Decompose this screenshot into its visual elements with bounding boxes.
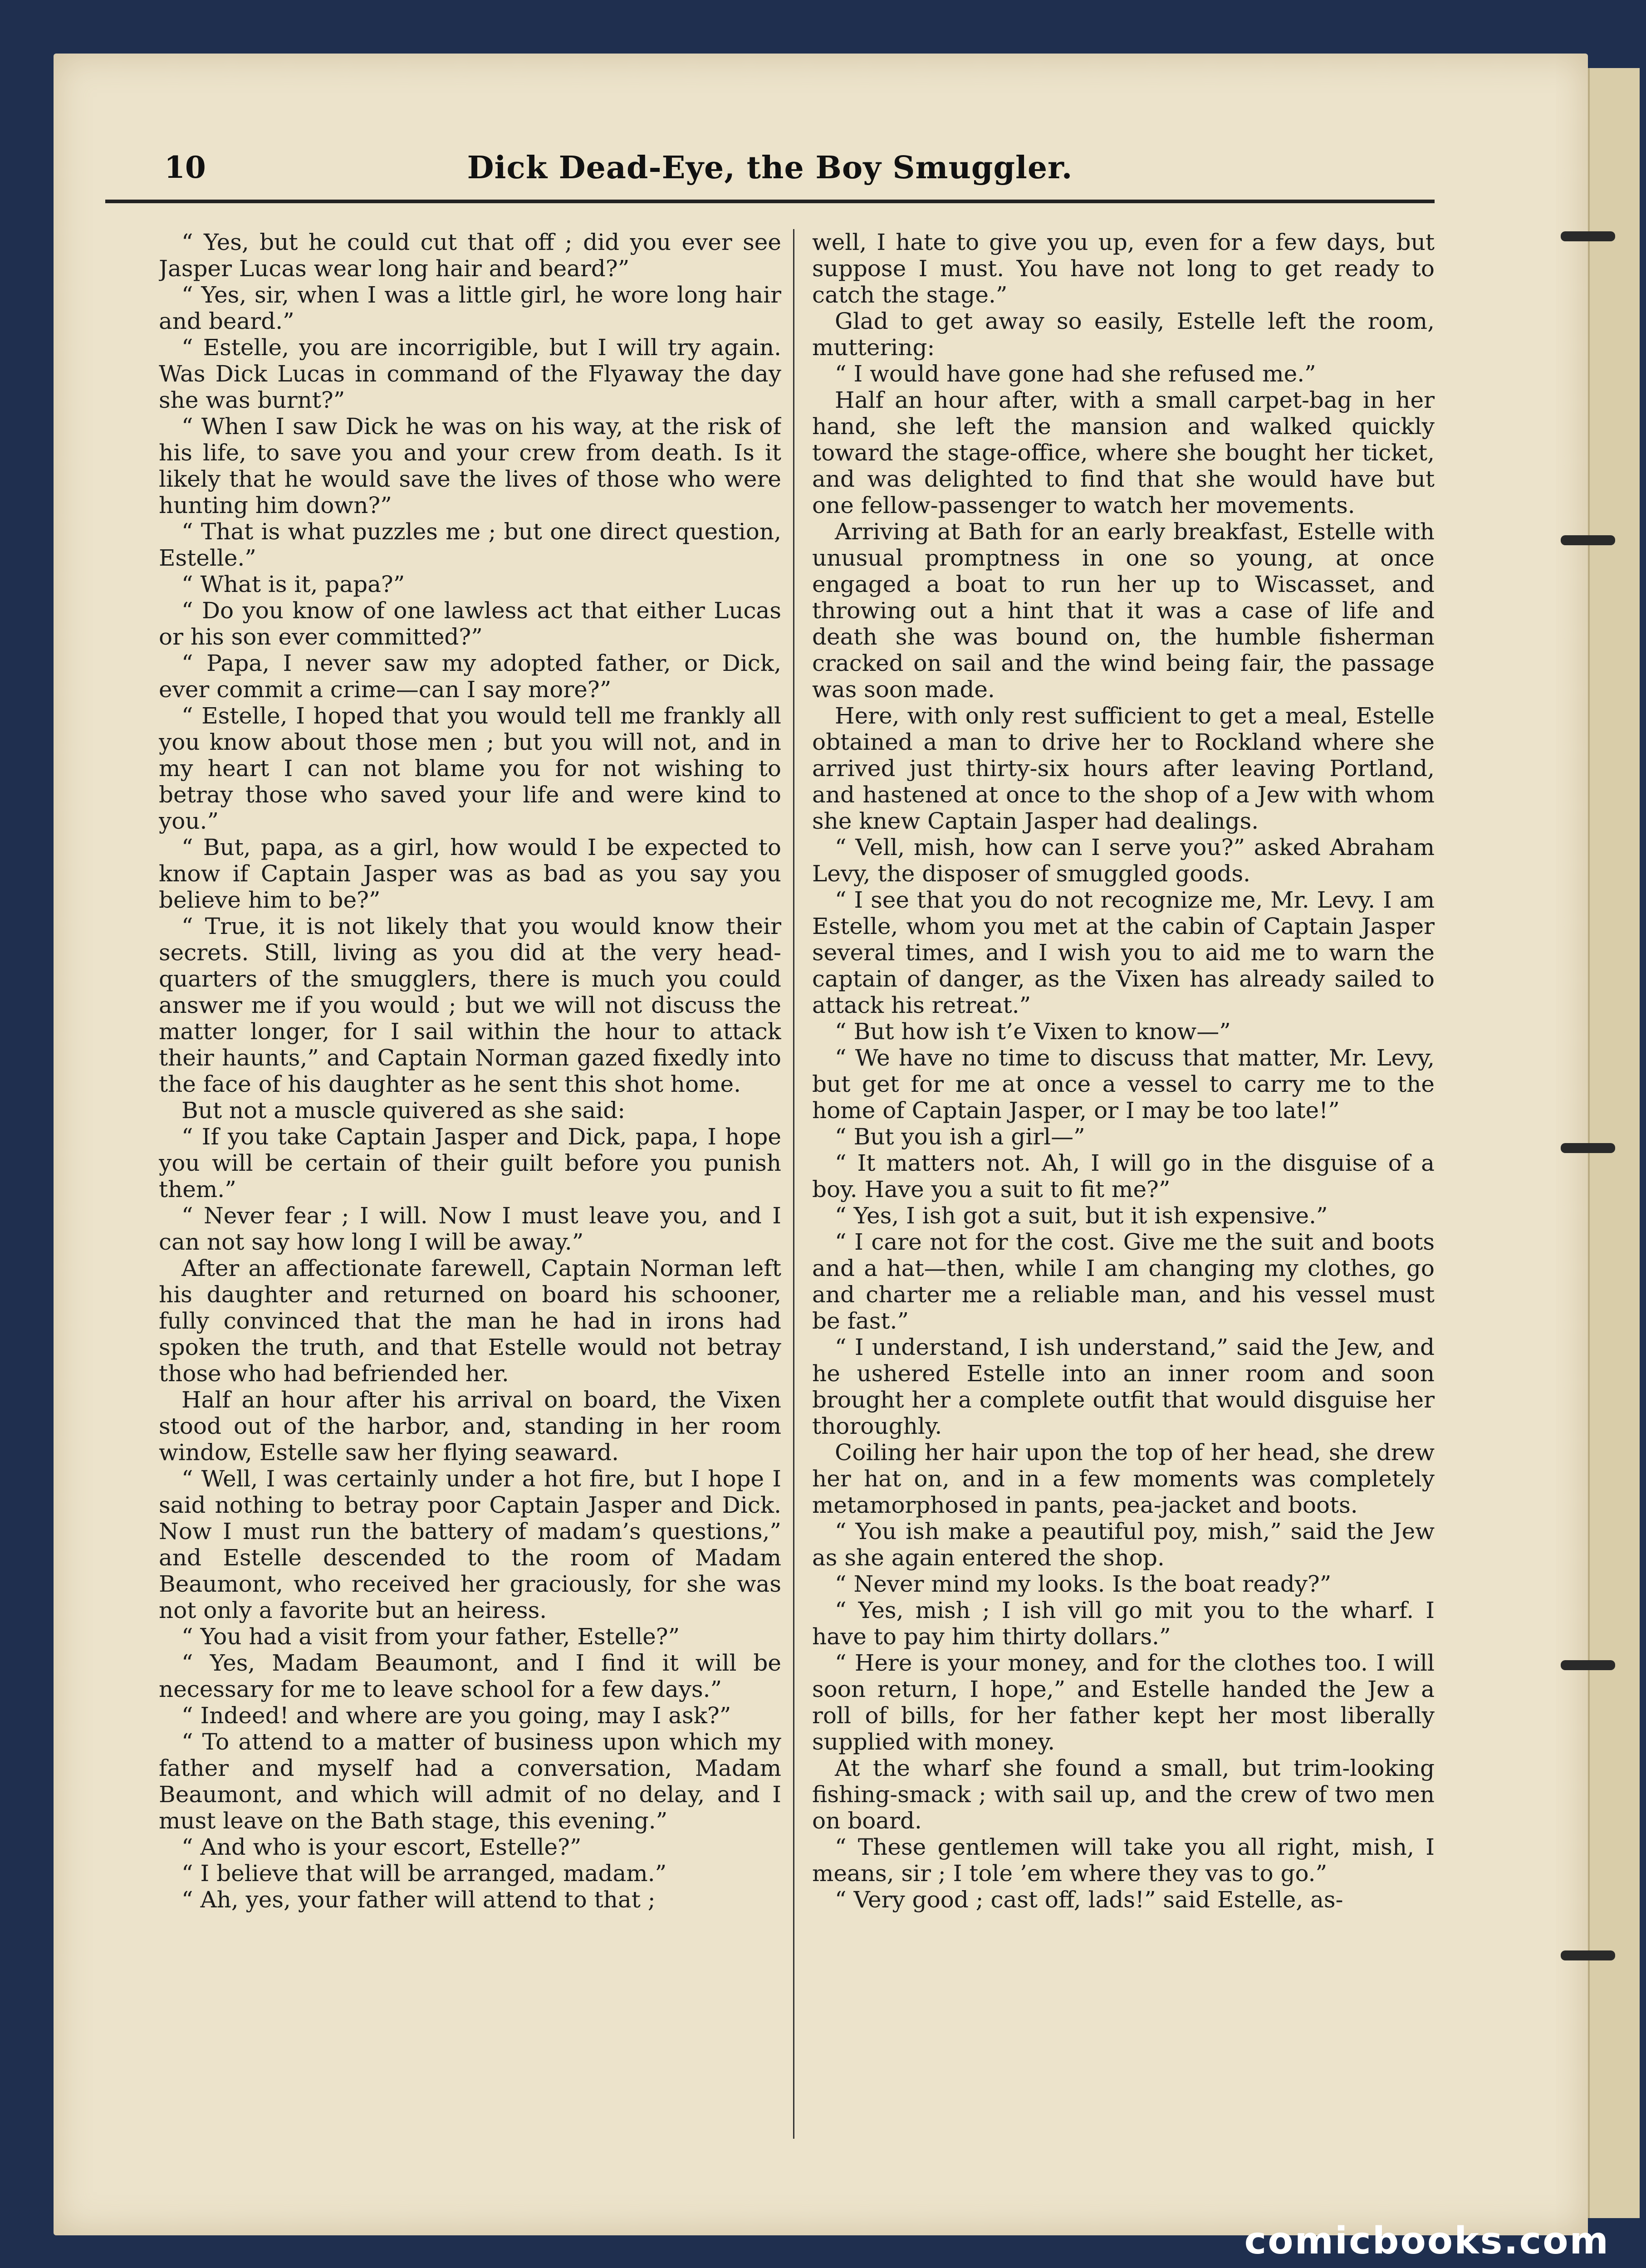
page-number: 10 (164, 150, 206, 185)
paragraph: “ When I saw Dick he was on his way, at the risk of his life, to save you and your crew from death. Is it likely that he would save the lives of those who were hunting him down?” (159, 413, 781, 518)
paragraph: “ Vell, mish, how can I serve you?” asked Abraham Levy, the disposer of smuggled goods. (812, 834, 1435, 887)
paragraph: “ I understand, I ish understand,” said the Jew, and he ushered Estelle into an inner room and soon brought her a complete outfit that would disguise her thoroughly. (812, 1334, 1435, 1439)
paragraph: “ I see that you do not recognize me, Mr. Levy. I am Estelle, whom you met at the cabin of Captain Jasper several times, and I wish you to aid me to warn the captain of danger, as the Vixen has already sailed to attack his retreat.” (812, 887, 1435, 1018)
paragraph: “ It matters not. Ah, I will go in the disguise of a boy. Have you a suit to fit me?” (812, 1150, 1435, 1202)
paragraph: “ What is it, papa?” (181, 571, 405, 597)
paragraph: “ Do you know of one lawless act that either Lucas or his son ever committed?” (159, 597, 781, 650)
paragraph: “ If you take Captain Jasper and Dick, papa, I hope you will be certain of their guilt before you punish them.” (159, 1124, 781, 1202)
paragraph: “ That is what puzzles me ; but one direct question, Estelle.” (159, 518, 781, 571)
paragraph: “ You had a visit from your father, Estelle?” (181, 1623, 680, 1650)
paragraph: At the wharf she found a small, but trim-looking fishing-smack ; with sail up, and the crew of two men on board. (812, 1755, 1435, 1834)
binding-staple (1561, 231, 1615, 241)
paragraph: “ True, it is not likely that you would know their secrets. Still, living as you did at the very head-quarters of the smugglers, there is much you could answer me if you would ; but we will not discuss the matter longer, for I sail within the hour to attack their haunts,” and Captain Norman gazed fixedly into the face of his daughter as he sent this shot home. (159, 913, 781, 1097)
paragraph: “ Yes, Madam Beaumont, and I find it will be necessary for me to leave school for a few days.” (159, 1650, 781, 1702)
paragraph: “ I would have gone had she refused me.” (835, 361, 1316, 387)
paragraph: Here, with only rest sufficient to get a meal, Estelle obtained a man to drive her to Rockland where she arrived just thirty-six hours after leaving Portland, and hastened at once to the shop of a Jew with whom she knew Captain Jasper had dealings. (812, 703, 1435, 834)
paragraph: “ These gentlemen will take you all right, mish, I means, sir ; I tole ’em where they vas to go.” (812, 1834, 1435, 1887)
paragraph: “ Here is your money, and for the clothes too. I will soon return, I hope,” and Estelle handed the Jew a roll of bills, for her father kept her most liberally supplied with money. (812, 1650, 1435, 1755)
paragraph: Half an hour after, with a small carpet-bag in her hand, she left the mansion and walked quickly toward the stage-office, where she bought her ticket, and was delighted to find that she would have but one fellow-passenger to watch her movements. (812, 387, 1435, 518)
paragraph: “ But you ish a girl—” (835, 1124, 1085, 1150)
paragraph: “ Well, I was certainly under a hot fire, but I hope I said nothing to betray poor Captain Jasper and Dick. Now I must run the battery of madam’s questions,” and Estelle descended to the room of Madam Beaumont, who received her graciously, for she was not only a favorite but an heiress. (159, 1466, 781, 1623)
paragraph: “ We have no time to discuss that matter, Mr. Levy, but get for me at once a vessel to carry me to the home of Captain Jasper, or I may be too late!” (812, 1045, 1435, 1124)
paragraph: “ Never fear ; I will. Now I must leave you, and I can not say how long I will be away.” (159, 1202, 781, 1255)
paragraph: “ But, papa, as a girl, how would I be expected to know if Captain Jasper was as bad as you say you believe him to be?” (159, 834, 781, 913)
left-column (159, 229, 781, 2148)
paragraph: “ You ish make a peautiful poy, mish,” said the Jew as she again entered the shop. (812, 1518, 1435, 1571)
paragraph: “ But how ish t’e Vixen to know—” (835, 1018, 1231, 1045)
paragraph: “ Ah, yes, your father will attend to that ; (181, 1887, 656, 1913)
paragraph: “ Yes, mish ; I ish vill go mit you to the wharf. I have to pay him thirty dollars.” (812, 1597, 1435, 1650)
paragraph: “ Very good ; cast off, lads!” said Estelle, as- (835, 1887, 1343, 1913)
binding-staple (1561, 1143, 1615, 1153)
paragraph: Glad to get away so easily, Estelle left the room, muttering: (812, 308, 1435, 361)
paragraph: well, I hate to give you up, even for a few days, but suppose I must. You have not long to get ready to catch the stage.” (812, 229, 1435, 308)
paragraph: “ To attend to a matter of business upon which my father and myself had a conversation, Madam Beaumont, and which will admit of no delay, and I must leave on the Bath stage, this evening.” (159, 1729, 781, 1834)
paragraph: “ I care not for the cost. Give me the suit and boots and a hat—then, while I am changing my clothes, go and charter me a reliable man, and his vessel must be fast.” (812, 1229, 1435, 1334)
paragraph: Arriving at Bath for an early breakfast, Estelle with unusual promptness in one so young, at once engaged a boat to run her up to Wiscasset, and throwing out a hint that it was a case of life and death she was bound on, the humble fisherman cracked on sail and the wind being fair, the passage was soon made. (812, 518, 1435, 703)
paragraph: “ Indeed! and where are you going, may I ask?” (181, 1702, 731, 1729)
paragraph: “ Estelle, you are incorrigible, but I will try again. Was Dick Lucas in command of the Flyaway the day she was burnt?” (159, 334, 781, 413)
paragraph: Coiling her hair upon the top of her head, she drew her hat on, and in a few moments was completely metamorphosed in pants, pea-jacket and boots. (812, 1439, 1435, 1518)
paragraph: “ And who is your escort, Estelle?” (181, 1834, 582, 1860)
watermark: comicbooks.com (1244, 2219, 1610, 2263)
binding-staple (1561, 1950, 1615, 1960)
paragraph: “ Estelle, I hoped that you would tell me frankly all you know about those men ; but you will not, and in my heart I can not blame you for not wishing to betray those who saved your life and were kind to you.” (159, 703, 781, 834)
paragraph: “ Papa, I never saw my adopted father, or Dick, ever commit a crime—can I say more?” (159, 650, 781, 703)
paragraph: But not a muscle quivered as she said: (181, 1097, 626, 1124)
paragraph: “ I believe that will be arranged, madam.” (181, 1860, 667, 1887)
paragraph: “ Never mind my looks. Is the boat ready?” (835, 1571, 1332, 1597)
paragraph: “ Yes, I ish got a suit, but it ish expensive.” (835, 1202, 1328, 1229)
column-divider (793, 229, 794, 2139)
right-column (812, 229, 1435, 2148)
binding-staple (1561, 1660, 1615, 1670)
paragraph: “ Yes, but he could cut that off ; did you ever see Jasper Lucas wear long hair and beard?” (159, 229, 781, 282)
paragraph: After an affectionate farewell, Captain Norman left his daughter and returned on board his schooner, fully convinced that the man he had in irons had spoken the truth, and that Estelle would not betray those who had befriended her. (159, 1255, 781, 1387)
paragraph: “ Yes, sir, when I was a little girl, he wore long hair and beard.” (159, 282, 781, 334)
binding-staple (1561, 535, 1615, 545)
running-title: Dick Dead-Eye, the Boy Smuggler. (467, 150, 1073, 186)
page-header (105, 150, 1435, 203)
paragraph: Half an hour after his arrival on board, the Vixen stood out of the harbor, and, standing in her room window, Estelle saw her flying seaward. (159, 1387, 781, 1466)
